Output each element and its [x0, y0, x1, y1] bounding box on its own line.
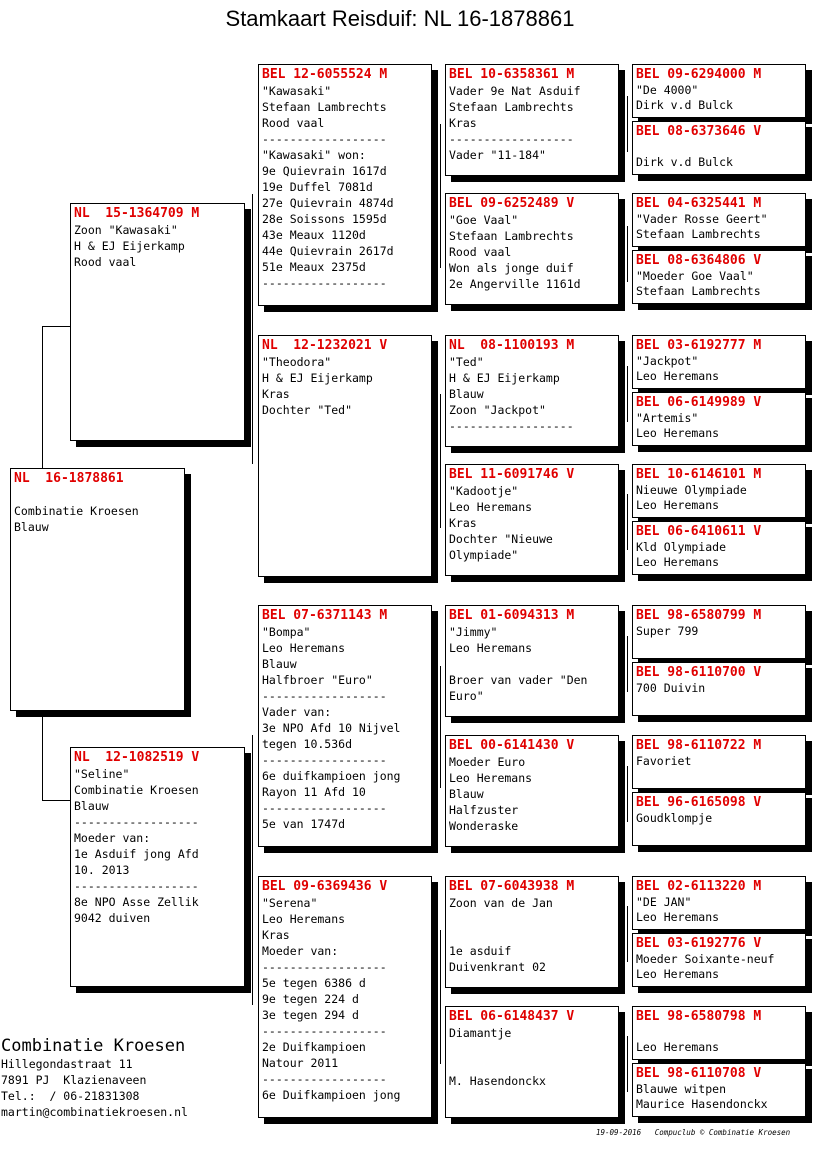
- card-line: Leo Heremans: [262, 641, 346, 655]
- pigeon-card-great-great-grandparent[interactable]: [632, 735, 806, 789]
- card-line: Stefaan Lambrechts: [636, 227, 761, 241]
- pigeon-card-great-great-grandparent[interactable]: [632, 1006, 806, 1060]
- ring-number: BEL 12-6055524 M: [262, 67, 388, 82]
- connector-line: [440, 394, 441, 528]
- card-line: Won als jonge duif: [449, 261, 574, 275]
- card-line: 1e Asduif jong Afd: [74, 847, 199, 861]
- pigeon-card-great-great-grandparent[interactable]: [632, 792, 806, 846]
- connector-line: [42, 712, 43, 800]
- connector-line: [440, 666, 441, 788]
- ring-number: BEL 10-6358361 M: [449, 67, 575, 82]
- owner-info: [1, 1036, 188, 1120]
- card-line: "De 4000": [636, 83, 699, 97]
- ring-number: BEL 09-6294000 M: [636, 67, 762, 82]
- pigeon-card-great-great-grandparent[interactable]: [632, 193, 806, 247]
- ring-number: BEL 03-6192776 V: [636, 936, 762, 951]
- owner-address: Hillegondastraat 11: [1, 1057, 133, 1071]
- card-line: [636, 1025, 802, 1040]
- pigeon-card-mother[interactable]: [70, 747, 245, 987]
- card-line: Kras: [449, 116, 477, 130]
- card-line: Blauwe witpen: [636, 1082, 727, 1096]
- ring-number: BEL 06-6149989 V: [636, 395, 762, 410]
- pigeon-card-great-great-grandparent[interactable]: [632, 392, 806, 446]
- card-line: "Vader Rosse Geert": [636, 212, 768, 226]
- card-line: 3e NPO Afd 10 Nijvel: [262, 721, 401, 735]
- card-line: "Kadootje": [449, 484, 519, 498]
- card-line: Blauw: [74, 799, 109, 813]
- card-line: "Seline": [74, 767, 130, 781]
- card-line: 2e Angerville 1161d: [449, 277, 581, 291]
- card-line: "Bompa": [262, 625, 311, 639]
- pigeon-card-great-great-grandparent[interactable]: [632, 250, 806, 304]
- card-line: Kras: [262, 928, 290, 942]
- ring-number: BEL 09-6252489 V: [449, 196, 575, 211]
- card-line: [449, 656, 615, 672]
- card-line: Kras: [449, 516, 477, 530]
- pigeon-card-father[interactable]: [70, 203, 245, 441]
- card-line: Super 799: [636, 624, 699, 638]
- ring-number: BEL 96-6165098 V: [636, 795, 762, 810]
- card-line: Moeder Soixante-neuf: [636, 952, 775, 966]
- pigeon-card-great-grandparent[interactable]: [445, 1006, 619, 1118]
- card-line: H & EJ Eijerkamp: [449, 371, 560, 385]
- pigeon-card-maternal-grandmother[interactable]: [258, 876, 432, 1118]
- connector-line: [627, 906, 628, 962]
- card-line: Kld Olympiade: [636, 540, 727, 554]
- card-line: ------------------: [74, 815, 199, 829]
- card-line: Moeder Euro: [449, 755, 526, 769]
- card-line: 10. 2013: [74, 863, 130, 877]
- card-line: "Goe Vaal": [449, 213, 519, 227]
- pigeon-card-great-grandparent[interactable]: [445, 876, 619, 988]
- card-line: Olympiade": [449, 548, 519, 562]
- card-line: Stefaan Lambrechts: [636, 284, 761, 298]
- pigeon-card-great-great-grandparent[interactable]: [632, 335, 806, 389]
- pigeon-card-great-grandparent[interactable]: [445, 605, 619, 717]
- card-line: Wonderaske: [449, 819, 519, 833]
- card-line: Favoriet: [636, 754, 692, 768]
- card-line: [449, 911, 615, 927]
- card-line: Goudklompje: [636, 811, 713, 825]
- card-line: Vader "11-184": [449, 148, 546, 162]
- connector-line: [252, 735, 253, 1005]
- card-line: Combinatie Kroesen: [74, 783, 199, 797]
- pigeon-card-great-great-grandparent[interactable]: [632, 464, 806, 518]
- card-line: Leo Heremans: [636, 555, 720, 569]
- card-line: ------------------: [74, 879, 199, 893]
- card-line: Euro": [449, 689, 484, 703]
- card-line: Diamantje: [449, 1026, 512, 1040]
- card-line: ------------------: [262, 801, 387, 815]
- pigeon-card-great-great-grandparent[interactable]: [632, 1063, 806, 1117]
- card-line: ------------------: [262, 1024, 387, 1038]
- card-line: "Jackpot": [636, 354, 699, 368]
- card-line: Natour 2011: [262, 1056, 339, 1070]
- card-line: "Artemis": [636, 411, 699, 425]
- owner-city: 7891 PJ Klazienaveen: [1, 1073, 147, 1087]
- card-line: 700 Duivin: [636, 681, 706, 695]
- connector-line: [252, 194, 253, 464]
- ring-number: BEL 06-6410611 V: [636, 524, 762, 539]
- ring-number: BEL 10-6146101 M: [636, 467, 762, 482]
- connector-line: [627, 1036, 628, 1092]
- card-line: tegen 10.536d: [262, 737, 353, 751]
- card-line: Leo Heremans: [449, 641, 533, 655]
- card-line: ------------------: [262, 689, 387, 703]
- card-line: [449, 1041, 615, 1057]
- card-line: Rayon 11 Afd 10: [262, 785, 366, 799]
- card-line: Leo Heremans: [262, 912, 346, 926]
- connector-line: [440, 124, 441, 268]
- owner-phone: Tel.: / 06-21831308: [1, 1089, 140, 1103]
- footer-credit: 19-09-2016 Compuclub © Combinatie Kroesen: [596, 1128, 791, 1137]
- ring-number: NL 15-1364709 M: [74, 206, 200, 221]
- card-line: 8e NPO Asse Zellik: [74, 895, 199, 909]
- ring-number: BEL 07-6043938 M: [449, 879, 575, 894]
- card-line: Dirk v.d Bulck: [636, 98, 733, 112]
- pigeon-card-paternal-grandfather[interactable]: [258, 64, 432, 306]
- card-line: Dochter "Nieuwe: [449, 532, 553, 546]
- ring-number: BEL 98-6110700 V: [636, 665, 762, 680]
- connector-line: [627, 766, 628, 822]
- card-line: 2e Duifkampioen: [262, 1040, 366, 1054]
- card-line: Rood vaal: [262, 116, 325, 130]
- ring-number: NL 12-1232021 V: [262, 338, 388, 353]
- card-line: ------------------: [262, 132, 387, 146]
- card-line: 9e tegen 224 d: [262, 992, 359, 1006]
- card-line: Leo Heremans: [636, 498, 720, 512]
- card-line: 3e tegen 294 d: [262, 1008, 359, 1022]
- card-line: "Moeder Goe Vaal": [636, 269, 754, 283]
- ring-number: BEL 08-6373646 V: [636, 124, 762, 139]
- card-line: Blauw: [449, 787, 484, 801]
- card-line: ------------------: [262, 960, 387, 974]
- card-line: "Serena": [262, 896, 318, 910]
- card-line: 6e duifkampioen jong: [262, 769, 401, 783]
- pigeon-card-great-great-grandparent[interactable]: [632, 121, 806, 175]
- ring-number: BEL 98-6110708 V: [636, 1066, 762, 1081]
- ring-number: BEL 02-6113220 M: [636, 879, 762, 894]
- card-line: Rood vaal: [449, 245, 512, 259]
- card-line: ------------------: [262, 1072, 387, 1086]
- connector-line: [440, 930, 441, 1064]
- card-line: 27e Quievrain 4874d: [262, 196, 394, 210]
- card-line: Vader 9e Nat Asduif: [449, 84, 581, 98]
- pigeon-card-great-grandparent[interactable]: [445, 64, 619, 176]
- card-line: "Ted": [449, 355, 484, 369]
- card-line: "DE JAN": [636, 895, 692, 909]
- pigeon-card-great-great-grandparent[interactable]: [632, 521, 806, 575]
- ring-number: BEL 06-6148437 V: [449, 1009, 575, 1024]
- card-line: 51e Meaux 2375d: [262, 260, 366, 274]
- pigeon-card-great-grandparent[interactable]: [445, 335, 619, 447]
- owner-name: Combinatie Kroesen: [1, 1036, 186, 1056]
- ring-number: BEL 98-6580798 M: [636, 1009, 762, 1024]
- card-line: "Kawasaki" won:: [262, 148, 366, 162]
- card-line: H & EJ Eijerkamp: [74, 239, 185, 253]
- card-line: Dochter "Ted": [262, 403, 353, 417]
- card-line: M. Hasendonckx: [449, 1074, 546, 1088]
- card-line: Stefaan Lambrechts: [262, 100, 387, 114]
- card-line: 19e Duffel 7081d: [262, 180, 373, 194]
- card-line: [636, 140, 802, 155]
- pigeon-card-great-great-grandparent[interactable]: [632, 662, 806, 716]
- pigeon-card-maternal-grandfather[interactable]: [258, 605, 432, 847]
- ring-number: NL 08-1100193 M: [449, 338, 575, 353]
- card-line: ------------------: [449, 419, 574, 433]
- card-line: ------------------: [262, 276, 387, 290]
- ring-number: BEL 07-6371143 M: [262, 608, 388, 623]
- card-line: Combinatie Kroesen: [14, 504, 139, 518]
- ring-number: BEL 00-6141430 V: [449, 738, 575, 753]
- ring-number: BEL 98-6110722 M: [636, 738, 762, 753]
- card-line: 44e Quievrain 2617d: [262, 244, 394, 258]
- card-line: Leo Heremans: [636, 369, 720, 383]
- card-line: 28e Soissons 1595d: [262, 212, 387, 226]
- connector-line: [627, 226, 628, 282]
- card-line: ------------------: [449, 132, 574, 146]
- card-line: [14, 487, 181, 503]
- card-line: 5e tegen 6386 d: [262, 976, 366, 990]
- pigeon-card-great-great-grandparent[interactable]: [632, 64, 806, 118]
- card-line: Zoon "Jackpot": [449, 403, 546, 417]
- ring-number: BEL 09-6369436 V: [262, 879, 388, 894]
- ring-number: NL 16-1878861: [14, 471, 124, 486]
- pigeon-card-great-grandparent[interactable]: [445, 735, 619, 847]
- card-line: Vader van:: [262, 705, 332, 719]
- pigeon-card-great-grandparent[interactable]: [445, 464, 619, 576]
- owner-email[interactable]: martin@combinatiekroesen.nl: [1, 1105, 188, 1119]
- ring-number: BEL 01-6094313 M: [449, 608, 575, 623]
- card-line: H & EJ Eijerkamp: [262, 371, 373, 385]
- ring-number: BEL 11-6091746 V: [449, 467, 575, 482]
- card-line: Nieuwe Olympiade: [636, 483, 747, 497]
- card-line: 5e van 1747d: [262, 817, 346, 831]
- card-line: "Jimmy": [449, 625, 498, 639]
- ring-number: BEL 03-6192777 M: [636, 338, 762, 353]
- card-line: Zoon "Kawasaki": [74, 223, 178, 237]
- ring-number: BEL 04-6325441 M: [636, 196, 762, 211]
- connector-line: [42, 326, 43, 468]
- card-line: Moeder van:: [74, 831, 151, 845]
- card-line: Halfbroer "Euro": [262, 673, 373, 687]
- ring-number: BEL 98-6580799 M: [636, 608, 762, 623]
- card-line: Blauw: [449, 387, 484, 401]
- card-line: Zoon van de Jan: [449, 896, 553, 910]
- card-line: Leo Heremans: [636, 967, 720, 981]
- card-line: 6e Duifkampioen jong: [262, 1088, 401, 1102]
- card-line: Kras: [262, 387, 290, 401]
- card-line: Stefaan Lambrechts: [449, 229, 574, 243]
- card-line: Halfzuster: [449, 803, 519, 817]
- card-line: [449, 1057, 615, 1073]
- card-line: Leo Heremans: [636, 910, 720, 924]
- card-line: Leo Heremans: [449, 500, 533, 514]
- card-line: 43e Meaux 1120d: [262, 228, 366, 242]
- card-line: Dirk v.d Bulck: [636, 155, 733, 169]
- pigeon-card-great-great-grandparent[interactable]: [632, 876, 806, 930]
- connector-line: [42, 800, 70, 801]
- card-line: 1e asduif: [449, 944, 512, 958]
- card-line: Leo Heremans: [449, 771, 533, 785]
- card-line: Stefaan Lambrechts: [449, 100, 574, 114]
- card-line: 9e Quievrain 1617d: [262, 164, 387, 178]
- connector-line: [627, 636, 628, 692]
- card-line: Maurice Hasendonckx: [636, 1097, 768, 1111]
- card-line: Rood vaal: [74, 255, 137, 269]
- card-line: 9042 duiven: [74, 911, 151, 925]
- card-line: Leo Heremans: [636, 1040, 720, 1054]
- connector-line: [627, 96, 628, 152]
- card-line: ------------------: [262, 753, 387, 767]
- card-line: [449, 927, 615, 943]
- page-title: Stamkaart Reisduif: NL 16-1878861: [225, 6, 575, 31]
- pigeon-card-great-grandparent[interactable]: [445, 193, 619, 305]
- card-line: "Theodora": [262, 355, 332, 369]
- pigeon-card-paternal-grandmother[interactable]: [258, 335, 432, 577]
- card-line: Duivenkrant 02: [449, 960, 546, 974]
- connector-line: [627, 494, 628, 550]
- card-line: Leo Heremans: [636, 426, 720, 440]
- pigeon-card-great-great-grandparent[interactable]: [632, 933, 806, 987]
- ring-number: NL 12-1082519 V: [74, 750, 200, 765]
- card-line: Blauw: [14, 520, 49, 534]
- card-line: Broer van vader "Den: [449, 673, 588, 687]
- connector-line: [627, 366, 628, 422]
- ring-number: BEL 08-6364806 V: [636, 253, 762, 268]
- card-line: "Kawasaki": [262, 84, 332, 98]
- connector-line: [42, 326, 70, 327]
- card-line: Moeder van:: [262, 944, 339, 958]
- pigeon-card-great-great-grandparent[interactable]: [632, 605, 806, 659]
- card-line: Blauw: [262, 657, 297, 671]
- pigeon-card-subject[interactable]: [10, 468, 185, 711]
